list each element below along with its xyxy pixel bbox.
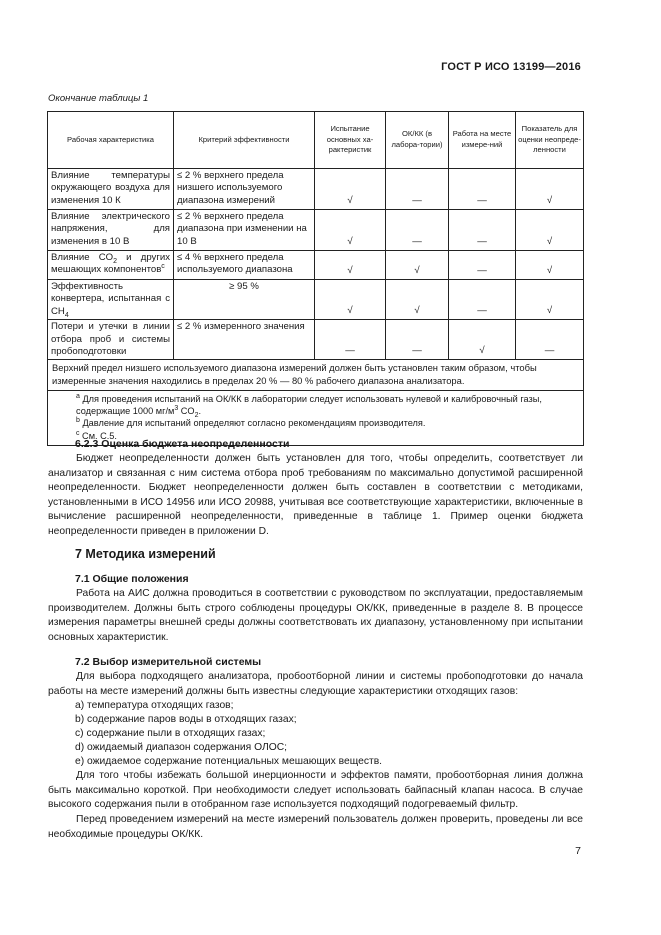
section-623-heading: 6.2.3 Оценка бюджета неопределенности [75,438,290,450]
table-row [48,210,584,251]
cell-characteristic: Потери и утечки в линии отбора проб и системы пробоподготовки [48,320,174,360]
header-characteristic: Рабочая характеристика [48,112,174,169]
header-field-work: Работа на месте измере-ний [449,112,516,169]
cell-uncert: √ [516,210,584,251]
cell-qc: — [386,320,449,360]
cell-characteristic [48,280,174,320]
cell-criterion: ≥ 95 % [174,280,315,320]
char-text: Эффективность конвертера, испытанная с CH [51,281,170,317]
standard-designation: ГОСТ Р ИСО 13199—2016 [441,61,581,73]
table-row [48,320,584,360]
cell-qc: √ [386,280,449,320]
section-7-heading: 7 Методика измерений [75,547,216,561]
table-header-row [48,112,584,169]
cell-basic: √ [315,280,386,320]
page-number: 7 [575,845,581,857]
list-item: b) содержание паров воды в отходящих газах; [75,714,297,725]
section-72-intro: Для выбора подходящего анализатора, пробоотборной линии и системы пробоподготовки до начала работы на месте измерений должны быть известны следующие характеристики отходящих газов: [48,671,583,697]
header-criterion: Критерий эффективности [174,112,315,169]
footnote-b: $^b$ Давление для испытаний определяют согласно рекомендациям производителя. [76,417,426,429]
table-note-row [48,360,584,390]
table-caption: Окончание таблицы 1 [48,93,149,104]
cell-uncert: √ [516,169,584,210]
char-text: Влияние CO [51,252,114,263]
cell-basic: √ [315,210,386,251]
list-item: e) ожидаемое содержание потенциальных мешающих веществ. [75,756,383,767]
cell-criterion: ≤ 4 % верхнего предела используемого диапазона [174,251,315,280]
cell-uncert: — [516,320,584,360]
cell-qc: — [386,210,449,251]
list-item: c) содержание пыли в отходящих газах; [75,728,266,739]
cell-basic: √ [315,251,386,280]
section-72-para3: Перед проведением измерений на месте измерений пользователь должен проверить, проведены ли все необходимые процедуры ОК/КК. [48,814,583,840]
section-72-heading: 7.2 Выбор измерительной системы [75,656,262,668]
char-subscript: 4 [64,311,69,319]
list-item: d) ожидаемый диапазон содержания ОЛОС; [75,742,288,753]
cell-basic: √ [315,169,386,210]
cell-field: √ [449,320,516,360]
header-basic-test: Испытание основных ха-рактеристик [315,112,386,169]
cell-field: — [449,251,516,280]
cell-criterion: ≤ 2 % измеренного значения [174,320,315,360]
cell-field: — [449,169,516,210]
section-71-text: Работа на АИС должна проводиться в соответствии с руководством по эксплуатации, предоставляемым производителем. Должны быть строго соблюдены процедуры ОК/КК, приведенные в разделе 8. В процессе измерения параметры внешней среды должны соответствовать их диапазону, установленному при испытании основных характеристик. [48,588,583,643]
table-row [48,169,584,210]
cell-characteristic: Влияние электрического напряжения, для изменения в 10 В [48,210,174,251]
header-uncertainty: Показатель для оценки неопреде-ленности [516,112,584,169]
footnote-ref: c [161,263,165,271]
table-row [48,251,584,280]
table-note: Верхний предел низшего используемого диапазона измерений должен быть установлен таким образом, чтобы измеренные значения находились в пределах 20 % — 80 % рабочего диапазона анализатора. [48,360,584,390]
char-subscript: 2 [113,257,118,265]
cell-characteristic: Влияние температуры окружающего воздуха для изменения 10 К [48,169,174,210]
section-72-para2: Для того чтобы избежать большой инерционности и эффектов памяти, пробоотборная линия должна быть максимально короткой. При необходимости следует использовать байпасный клапан насоса. В случае высокого содержания пыли в отобранном газе используется подходящий подогреваемый фильтр. [48,770,583,811]
cell-field: — [449,210,516,251]
cell-uncert: √ [516,251,584,280]
header-qc-lab: ОК/КК (в лабора-тории) [386,112,449,169]
cell-qc: √ [386,251,449,280]
footnote-c: $^c$ См. С.5. [76,429,117,441]
cell-criterion: ≤ 2 % верхнего предела низшего используемого диапазона измерений [174,169,315,210]
table-row [48,280,584,320]
section-623-text: Бюджет неопределенности должен быть установлен для того, чтобы определить, соответствует ли анализатор и связанная с ним система отбора проб требованиям по максимально допустимой расширенной неопределенности. Бюджет неопределенности должен быть составлен в соответствии с методиками, установленными в ИСО 14956 или ИСО 20988, учитывая все соответствующие характеристики, включенные в вычисление расширенной неопределенности, приведенные в таблице 1. Пример оценки бюджета неопределенности приведен в приложении D. [48,453,583,537]
cell-qc: — [386,169,449,210]
cell-criterion: ≤ 2 % верхнего предела диапазона при изменении на 10 В [174,210,315,251]
cell-field: — [449,280,516,320]
footnote-a: $^a$ Для проведения испытаний на ОК/КК в лаборатории следует использовать нулевой и калибровочный газы, содержащие 1000 $мг/м^3$ $CO_2$. [76,392,542,419]
section-71-heading: 7.1 Общие положения [75,573,189,585]
cell-uncert: √ [516,280,584,320]
cell-basic: — [315,320,386,360]
char-text-tail: и других мешающих компонентов [51,252,170,276]
performance-table [47,111,584,446]
cell-characteristic [48,251,174,280]
list-item: a) температура отходящих газов; [75,700,234,711]
